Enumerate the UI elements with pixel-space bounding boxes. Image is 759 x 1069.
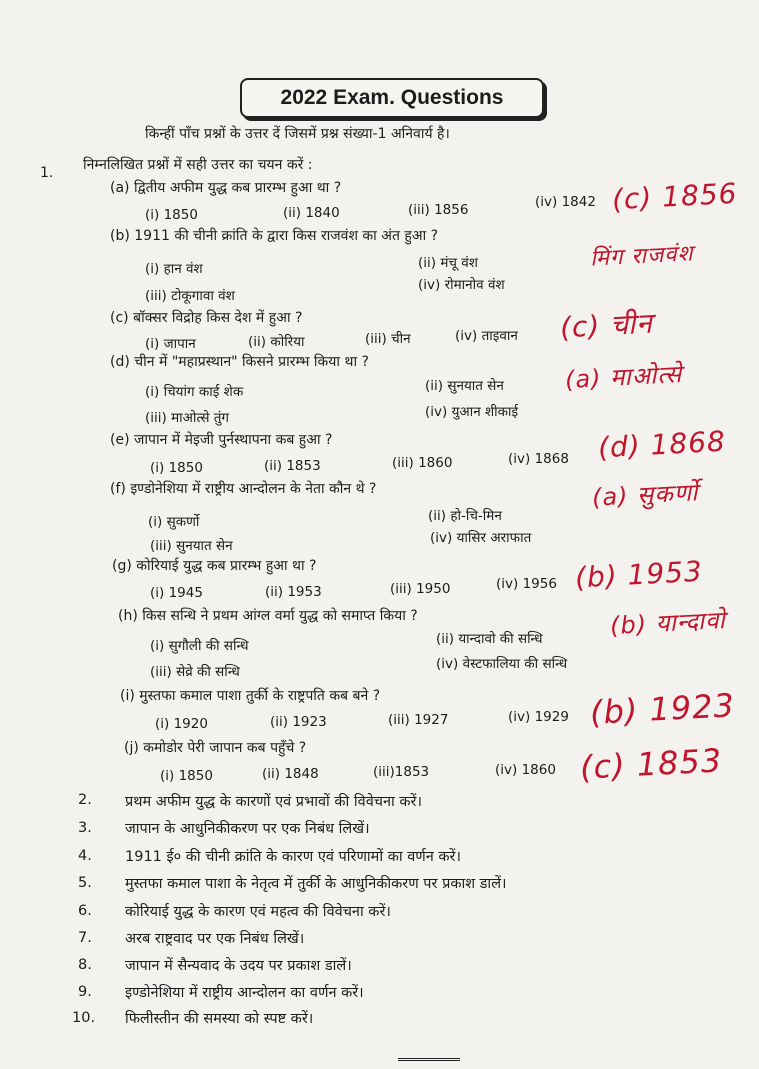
option: (ii) 1853 — [264, 458, 321, 474]
option: (i) 1945 — [150, 585, 203, 601]
question-text: मुस्तफा कमाल पाशा के नेतृत्व में तुर्की के आधुनिकीकरण पर प्रकाश डालें। — [125, 876, 507, 892]
question-text: जापान में सैन्यवाद के उदय पर प्रकाश डालें। — [125, 958, 352, 974]
option: (i) 1850 — [160, 768, 213, 784]
option: (iv) 1929 — [508, 709, 569, 725]
handwritten-answer: (d) 1868 — [597, 424, 727, 465]
question-number: 6. — [78, 903, 92, 919]
question-number: 7. — [78, 930, 92, 946]
option: (iii) 1856 — [408, 202, 469, 218]
option: (ii) 1840 — [283, 205, 340, 221]
option: (iii) सुनयात सेन — [150, 538, 233, 554]
option: (iv) युआन शीकाई — [425, 404, 519, 420]
option: (iv) ताइवान — [455, 328, 518, 344]
handwritten-answer: (b) यान्दावो — [609, 605, 727, 641]
question-text: अरब राष्ट्रवाद पर एक निबंध लिखें। — [125, 931, 305, 947]
handwritten-answer: मिंग राजवंश — [589, 241, 695, 272]
option: (i) 1850 — [145, 207, 198, 223]
option: (iii)1853 — [373, 764, 430, 780]
footer-divider — [398, 1058, 460, 1067]
question-number: 3. — [78, 820, 92, 836]
sub-question: (j) कमोडोर पेरी जापान कब पहुँचे ? — [124, 740, 307, 756]
question-text: जापान के आधुनिकीकरण पर एक निबंध लिखें। — [125, 821, 370, 837]
option: (iii) 1927 — [388, 712, 449, 728]
option: (ii) 1923 — [270, 714, 327, 730]
option: (ii) कोरिया — [248, 334, 305, 350]
page-title: 2022 Exam. Questions — [240, 78, 544, 118]
handwritten-answer: (a) सुकर्णो — [591, 478, 699, 512]
option: (iv) 1868 — [508, 451, 569, 467]
sub-question: (f) इण्डोनेशिया में राष्ट्रीय आन्दोलन के नेता कौन थे ? — [110, 481, 377, 497]
option: (ii) 1953 — [265, 584, 322, 600]
sub-question: (c) बॉक्सर विद्रोह किस देश में हुआ ? — [110, 310, 303, 326]
option: (iv) वेस्टफालिया की सन्धि — [436, 656, 568, 672]
handwritten-answer: (b) 1953 — [574, 554, 704, 595]
option: (iii) 1860 — [392, 455, 453, 471]
question-number: 4. — [78, 848, 92, 864]
option: (ii) यान्दावो की सन्धि — [436, 631, 543, 647]
option: (ii) मंचू वंश — [418, 255, 478, 271]
question-number: 5. — [78, 875, 92, 891]
sub-question: (i) मुस्तफा कमाल पाशा तुर्की के राष्ट्रपति कब बने ? — [120, 688, 381, 704]
option: (i) सुगौली की सन्धि — [150, 638, 249, 654]
handwritten-answer: (a) माओत्से — [564, 359, 683, 395]
sub-question: (h) किस सन्धि ने प्रथम आंग्ल वर्मा युद्ध को समाप्त किया ? — [118, 608, 418, 624]
option: (i) 1850 — [150, 460, 203, 476]
option: (i) हान वंश — [145, 261, 203, 277]
sub-question: (b) 1911 की चीनी क्रांति के द्वारा किस राजवंश का अंत हुआ ? — [110, 228, 439, 244]
question-number: 2. — [78, 792, 92, 808]
sub-question: (g) कोरियाई युद्ध कब प्रारम्भ हुआ था ? — [112, 558, 317, 574]
sub-question: (a) द्वितीय अफीम युद्ध कब प्रारम्भ हुआ था ? — [110, 180, 342, 196]
option: (i) 1920 — [155, 716, 208, 732]
handwritten-answer: (b) 1923 — [589, 686, 736, 732]
option: (i) जापान — [145, 336, 196, 352]
handwritten-answer: (c) चीन — [559, 306, 654, 345]
question-text: इण्डोनेशिया में राष्ट्रीय आन्दोलन का वर्णन करें। — [125, 985, 364, 1001]
question-number: 9. — [78, 984, 92, 1000]
option: (iii) चीन — [365, 331, 411, 347]
sub-question: (d) चीन में "महाप्रस्थान" किसने प्रारम्भ किया था ? — [110, 354, 369, 370]
option: (ii) सुनयात सेन — [425, 378, 504, 394]
question-text: प्रथम अफीम युद्ध के कारणों एवं प्रभावों की विवेचना करें। — [125, 794, 422, 810]
option: (iv) 1860 — [495, 762, 556, 778]
option: (i) चियांग काई शेक — [145, 384, 244, 400]
option: (iv) यासिर अराफात — [430, 530, 532, 546]
question-text: फिलीस्तीन की समस्या को स्पष्ट करें। — [125, 1011, 314, 1027]
handwritten-answer: (c) 1853 — [579, 741, 724, 787]
option: (iii) टोकूगावा वंश — [145, 288, 235, 304]
sub-question: (e) जापान में मेइजी पुर्नस्थापना कब हुआ ? — [110, 432, 333, 448]
option: (iv) रोमानोव वंश — [418, 277, 505, 293]
question-number: 1. — [40, 165, 54, 181]
option: (iii) सेव्रे की सन्धि — [150, 664, 240, 680]
question-text: निम्नलिखित प्रश्नों में सही उत्तर का चयन करें : — [83, 157, 313, 173]
question-text: 1911 ई० की चीनी क्रांति के कारण एवं परिणामों का वर्णन करें। — [125, 849, 461, 865]
question-number: 10. — [72, 1010, 96, 1026]
option: (ii) हो-चि-मिन — [428, 508, 502, 524]
option: (i) सुकर्णो — [148, 514, 200, 530]
option: (iii) माओत्से तुंग — [145, 410, 230, 426]
question-text: कोरियाई युद्ध के कारण एवं महत्व की विवेचना करें। — [125, 904, 391, 920]
option: (ii) 1848 — [262, 766, 319, 782]
option: (iv) 1956 — [496, 576, 557, 592]
handwritten-answer: (c) 1856 — [611, 176, 739, 217]
instruction: किन्हीं पाँच प्रश्नों के उत्तर दें जिसमें प्रश्न संख्या-1 अनिवार्य है। — [145, 126, 450, 142]
option: (iii) 1950 — [390, 581, 451, 597]
option: (iv) 1842 — [535, 194, 596, 210]
question-number: 8. — [78, 957, 92, 973]
